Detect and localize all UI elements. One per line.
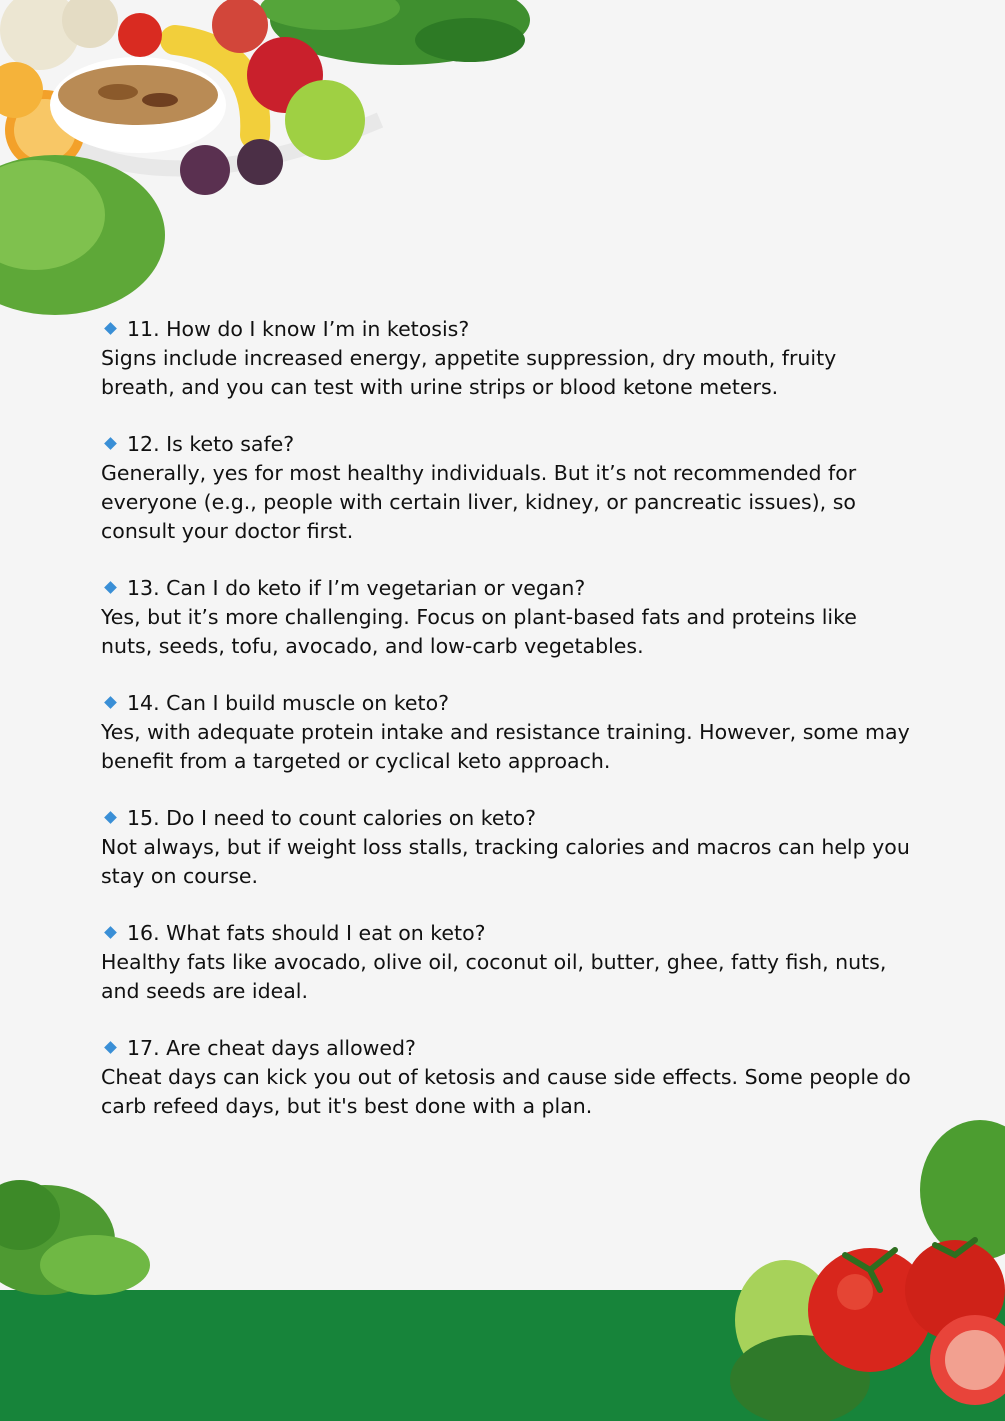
tomato-vegetable-decoration — [720, 1120, 1005, 1421]
faq-answer: Generally, yes for most healthy individuals. But it’s not recommended for everyone (e.g., people with certain liver, kidney, or pancreatic issues), so consult your doctor first. — [101, 461, 857, 543]
faq-answer: Healthy fats like avocado, olive oil, coconut oil, butter, ghee, fatty fish, nuts, and seeds are ideal. — [101, 950, 887, 1003]
faq-item — [101, 315, 911, 402]
diamond-icon — [104, 581, 117, 594]
faq-answer: Not always, but if weight loss stalls, tracking calories and macros can help you stay on course. — [101, 835, 910, 888]
diamond-icon — [104, 696, 117, 709]
faq-list — [101, 315, 911, 1149]
diamond-icon — [104, 1041, 117, 1054]
faq-answer: Signs include increased energy, appetite suppression, dry mouth, fruity breath, and you can test with urine strips or blood ketone meters. — [101, 346, 837, 399]
faq-question — [101, 804, 911, 833]
faq-question-text: 17. Are cheat days allowed? — [127, 1036, 416, 1060]
faq-answer: Yes, with adequate protein intake and resistance training. However, some may benefit from a targeted or cyclical keto approach. — [101, 720, 910, 773]
faq-item — [101, 574, 911, 661]
faq-item — [101, 919, 911, 1006]
faq-question — [101, 430, 911, 459]
faq-question — [101, 689, 911, 718]
diamond-icon — [104, 811, 117, 824]
faq-item — [101, 1034, 911, 1121]
faq-question — [101, 315, 911, 344]
faq-answer: Cheat days can kick you out of ketosis and cause side effects. Some people do carb refeed days, but it's best done with a plan. — [101, 1065, 911, 1118]
faq-question-text: 13. Can I do keto if I’m vegetarian or vegan? — [127, 576, 586, 600]
faq-answer: Yes, but it’s more challenging. Focus on plant-based fats and proteins like nuts, seeds, tofu, avocado, and low-carb vegetables. — [101, 605, 857, 658]
faq-question-text: 12. Is keto safe? — [127, 432, 295, 456]
diamond-icon — [104, 322, 117, 335]
diamond-icon — [104, 926, 117, 939]
faq-item — [101, 689, 911, 776]
faq-item — [101, 804, 911, 891]
healthy-food-illustration — [0, 0, 560, 320]
faq-question-text: 14. Can I build muscle on keto? — [127, 691, 449, 715]
lettuce-decoration — [0, 1170, 160, 1299]
faq-question — [101, 919, 911, 948]
faq-question-text: 11. How do I know I’m in ketosis? — [127, 317, 470, 341]
faq-question — [101, 574, 911, 603]
faq-question-text: 16. What fats should I eat on keto? — [127, 921, 486, 945]
faq-item — [101, 430, 911, 546]
faq-question — [101, 1034, 911, 1063]
faq-question-text: 15. Do I need to count calories on keto? — [127, 806, 536, 830]
diamond-icon — [104, 437, 117, 450]
